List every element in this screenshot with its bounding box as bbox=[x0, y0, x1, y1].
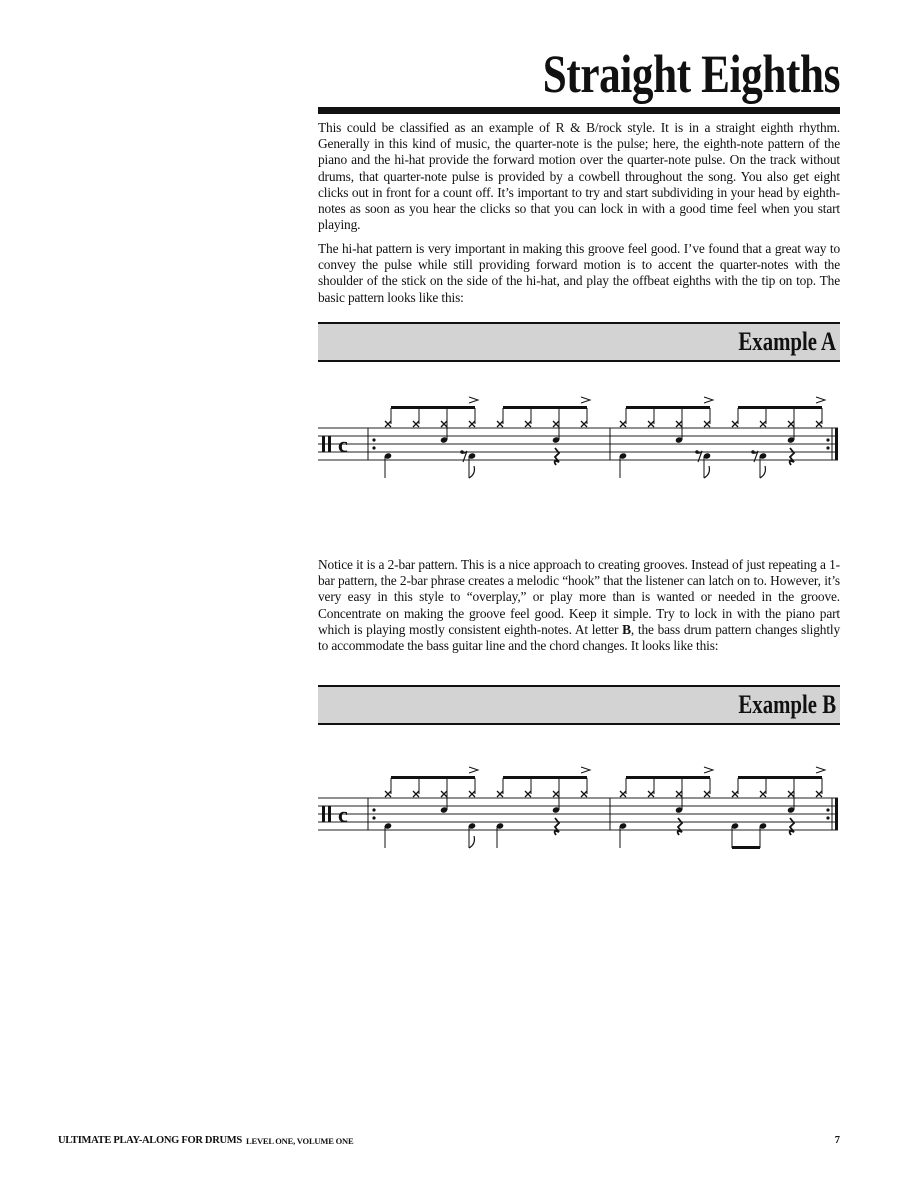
example-b-notation bbox=[310, 758, 840, 858]
intro-paragraph: This could be classified as an example of R & B/rock style. It is in a straight eighth rhythm. Generally in this kind of music, the quarter-note is the pulse; here, the eighth-note pattern of the piano and the hi-hat provide the forward motion over the quarter-note pulse. On the track without drums, that quarter-note pulse is provided by a cowbell throughout the song. You also get eight clicks out in front for a count off. It’s important to try and start subdividing in your head by eighth-notes as soon as you hear the clicks so that you can lock in with a good time feel when you start playing. bbox=[318, 120, 840, 233]
quarter-rest bbox=[678, 818, 682, 835]
two-bar-paragraph bbox=[318, 557, 840, 654]
note-flag bbox=[704, 466, 709, 478]
time-signature: c bbox=[338, 802, 348, 827]
hihat-paragraph: The hi-hat pattern is very important in making this groove feel good. I’ve found that a great way to convey the pulse while still providing forward motion is to accent the quarter-notes with the shoulder of the stick on the side of the hi-hat, and play the offbeat eighths with the tip on top. The basic pattern looks like this: bbox=[318, 241, 840, 305]
note-flag bbox=[469, 466, 474, 478]
repeat-dot bbox=[826, 438, 829, 441]
repeat-dot bbox=[826, 446, 829, 449]
example-a-banner bbox=[318, 322, 840, 362]
accent-mark bbox=[816, 397, 825, 403]
accent-mark bbox=[469, 767, 478, 773]
hihat-note bbox=[581, 791, 587, 797]
quarter-rest bbox=[555, 818, 559, 835]
hihat-note bbox=[385, 791, 391, 797]
beam bbox=[503, 406, 587, 409]
percussion-clef-bar bbox=[322, 806, 325, 822]
page-footer bbox=[58, 1135, 840, 1151]
hihat-note bbox=[553, 421, 559, 427]
hihat-note bbox=[676, 791, 682, 797]
banner-rule-bottom bbox=[318, 723, 840, 725]
example-a-notation bbox=[310, 388, 840, 488]
accent-mark bbox=[469, 397, 478, 403]
hihat-note bbox=[553, 791, 559, 797]
hihat-note bbox=[648, 791, 654, 797]
hihat-note bbox=[620, 791, 626, 797]
accent-mark bbox=[581, 397, 590, 403]
hihat-note bbox=[788, 421, 794, 427]
percussion-clef-bar bbox=[322, 436, 325, 452]
hihat-note bbox=[525, 421, 531, 427]
quarter-rest bbox=[790, 818, 794, 835]
banner-rule-top bbox=[318, 685, 840, 687]
para3-text-2: , the bass drum pattern changes slightly to accommodate the bass guitar line and the chord changes. It looks like this: bbox=[318, 621, 841, 654]
title-rule bbox=[318, 107, 840, 114]
banner-rule-bottom bbox=[318, 360, 840, 362]
example-b-label: Example B bbox=[738, 690, 836, 719]
para3-text-1: Notice it is a 2-bar pattern. This is a nice approach to creating grooves. Instead of just repeating a 1-bar pattern, the 2-bar phrase creates a melodic “hook” that the listener can latch on to. However, it’s very easy in this style to “overplay,” or play more than is wanted or needed in the groove. Concentrate on making the groove feel good. Keep it simple. Try to lock in with the piano part which is playing mostly consistent eighth-notes. At letter bbox=[318, 557, 840, 637]
accent-mark bbox=[816, 767, 825, 773]
note-flag bbox=[760, 466, 765, 478]
page-title: Straight Eighths bbox=[542, 44, 840, 104]
beam bbox=[626, 776, 710, 779]
beam bbox=[503, 776, 587, 779]
repeat-dot bbox=[372, 438, 375, 441]
repeat-dot bbox=[372, 446, 375, 449]
hihat-note bbox=[385, 421, 391, 427]
hihat-note bbox=[760, 421, 766, 427]
hihat-note bbox=[788, 791, 794, 797]
hihat-note bbox=[816, 421, 822, 427]
beam bbox=[626, 406, 710, 409]
hihat-note bbox=[732, 421, 738, 427]
hihat-note bbox=[704, 791, 710, 797]
hihat-note bbox=[676, 421, 682, 427]
beam bbox=[732, 846, 760, 849]
hihat-note bbox=[581, 421, 587, 427]
example-b-banner bbox=[318, 685, 840, 725]
beam bbox=[738, 406, 822, 409]
repeat-dot bbox=[372, 816, 375, 819]
percussion-clef-bar bbox=[328, 436, 331, 452]
hihat-note bbox=[497, 791, 503, 797]
hihat-note bbox=[413, 421, 419, 427]
repeat-thick-bar bbox=[835, 428, 838, 460]
quarter-rest bbox=[790, 448, 794, 465]
hihat-note bbox=[620, 421, 626, 427]
hihat-note bbox=[413, 791, 419, 797]
hihat-note bbox=[648, 421, 654, 427]
hihat-note bbox=[732, 791, 738, 797]
accent-mark bbox=[581, 767, 590, 773]
hihat-note bbox=[441, 421, 447, 427]
beam bbox=[738, 776, 822, 779]
repeat-dot bbox=[372, 808, 375, 811]
accent-mark bbox=[704, 397, 713, 403]
hihat-note bbox=[525, 791, 531, 797]
time-signature: c bbox=[338, 432, 348, 457]
hihat-note bbox=[469, 421, 475, 427]
hihat-note bbox=[816, 791, 822, 797]
hihat-note bbox=[469, 791, 475, 797]
beam bbox=[391, 406, 475, 409]
hihat-note bbox=[497, 421, 503, 427]
repeat-dot bbox=[826, 808, 829, 811]
hihat-note bbox=[760, 791, 766, 797]
quarter-rest bbox=[555, 448, 559, 465]
note-flag bbox=[469, 836, 474, 848]
letter-b: B bbox=[622, 621, 631, 637]
repeat-thick-bar bbox=[835, 798, 838, 830]
repeat-dot bbox=[826, 816, 829, 819]
footer-subtitle: LEVEL ONE, VOLUME ONE bbox=[246, 1136, 354, 1146]
beam bbox=[391, 776, 475, 779]
hihat-note bbox=[704, 421, 710, 427]
hihat-note bbox=[441, 791, 447, 797]
accent-mark bbox=[704, 767, 713, 773]
footer-book-title: ULTIMATE PLAY-ALONG FOR DRUMS bbox=[58, 1135, 242, 1146]
page-number: 7 bbox=[834, 1135, 840, 1146]
percussion-clef-bar bbox=[328, 806, 331, 822]
example-a-label: Example A bbox=[738, 327, 836, 356]
banner-rule-top bbox=[318, 322, 840, 324]
